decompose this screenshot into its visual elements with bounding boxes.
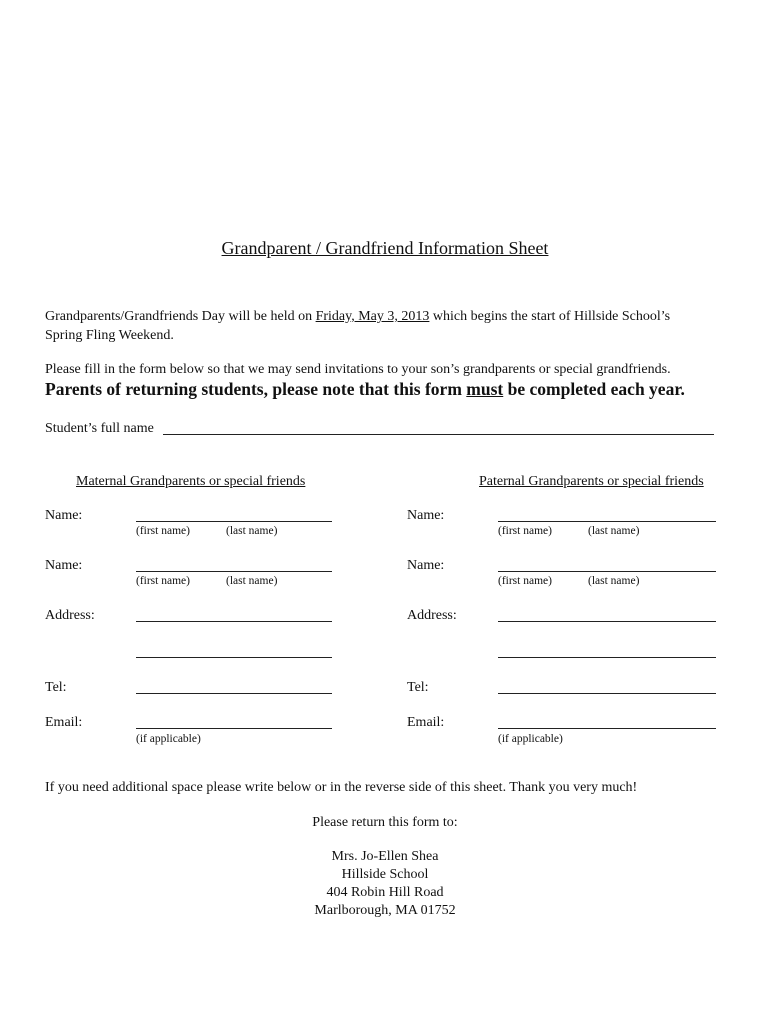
- paternal-first-name-hint-1: (first name): [498, 525, 552, 537]
- return-address-city: Marlborough, MA 01752: [314, 903, 456, 918]
- paternal-last-name-hint-2: (last name): [588, 575, 640, 587]
- maternal-heading: Maternal Grandparents or special friends: [76, 474, 306, 489]
- student-name-label: Student’s full name: [45, 421, 154, 436]
- paternal-address-field-1[interactable]: [498, 621, 716, 622]
- paternal-name-label-2: Name:: [407, 558, 445, 573]
- paternal-address-label: Address:: [407, 608, 457, 623]
- return-address-street: 404 Robin Hill Road: [326, 885, 444, 900]
- notice: [45, 379, 685, 400]
- maternal-name-label-2: Name:: [45, 558, 83, 573]
- maternal-last-name-hint-2: (last name): [226, 575, 278, 587]
- intro-line-2: Spring Fling Weekend.: [45, 328, 174, 343]
- notice-before: Parents of returning students, please note that this form: [45, 379, 467, 399]
- maternal-address-field-1[interactable]: [136, 621, 332, 622]
- notice-after: be completed each year.: [503, 379, 685, 399]
- intro-before-date: Grandparents/Grandfriends Day will be held on: [45, 309, 316, 324]
- maternal-first-name-hint-2: (first name): [136, 575, 190, 587]
- paternal-email-field[interactable]: [498, 728, 716, 729]
- student-name-field[interactable]: [163, 434, 714, 435]
- paternal-email-hint: (if applicable): [498, 733, 563, 745]
- maternal-name-field-2[interactable]: [136, 571, 332, 572]
- maternal-last-name-hint-1: (last name): [226, 525, 278, 537]
- paternal-tel-label: Tel:: [407, 680, 429, 695]
- paternal-email-label: Email:: [407, 715, 445, 730]
- instructions: Please fill in the form below so that we may send invitations to your son’s grandparents or special grandfriends.: [45, 362, 671, 377]
- paternal-first-name-hint-2: (first name): [498, 575, 552, 587]
- additional-space-note: If you need additional space please write below or in the reverse side of this sheet. Thank you very much!: [45, 780, 638, 795]
- return-address-school: Hillside School: [341, 867, 429, 882]
- maternal-address-label: Address:: [45, 608, 95, 623]
- maternal-tel-field[interactable]: [136, 693, 332, 694]
- maternal-name-label-1: Name:: [45, 508, 83, 523]
- paternal-address-field-2[interactable]: [498, 657, 716, 658]
- paternal-heading: Paternal Grandparents or special friends: [479, 474, 704, 489]
- return-to-label: Please return this form to:: [312, 815, 458, 830]
- paternal-name-field-1[interactable]: [498, 521, 716, 522]
- page-title: Grandparent / Grandfriend Information Sheet: [221, 238, 549, 258]
- paternal-name-label-1: Name:: [407, 508, 445, 523]
- maternal-name-field-1[interactable]: [136, 521, 332, 522]
- notice-emphasis: must: [466, 379, 504, 399]
- paternal-tel-field[interactable]: [498, 693, 716, 694]
- maternal-email-label: Email:: [45, 715, 83, 730]
- paternal-name-field-2[interactable]: [498, 571, 716, 572]
- maternal-first-name-hint-1: (first name): [136, 525, 190, 537]
- intro-line-1: [45, 307, 670, 326]
- maternal-email-hint: (if applicable): [136, 733, 201, 745]
- maternal-email-field[interactable]: [136, 728, 332, 729]
- event-date: Friday, May 3, 2013: [315, 309, 430, 324]
- paternal-last-name-hint-1: (last name): [588, 525, 640, 537]
- return-address-name: Mrs. Jo-Ellen Shea: [331, 849, 439, 864]
- intro-after-date: which begins the start of Hillside School’s: [429, 309, 671, 324]
- maternal-tel-label: Tel:: [45, 680, 67, 695]
- maternal-address-field-2[interactable]: [136, 657, 332, 658]
